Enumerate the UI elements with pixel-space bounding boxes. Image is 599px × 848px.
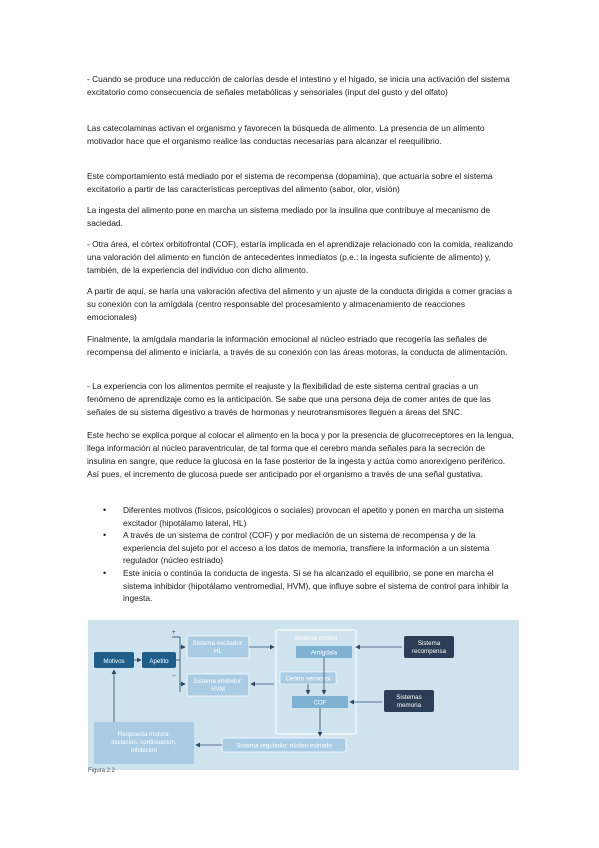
inhibidor-label-line1: Sistema inhibidor: [193, 678, 243, 685]
bullet-text: Este inicia o continúa la conducta de ingesta. Si se ha alcanzado el equilibrio, se pone en marcha el sistema inhibidor (hipotálamo ventromedial, HVM), que influye sobre el sistema de control para inhibir la ingesta. [123, 567, 509, 604]
motivos-label: Motivos [103, 658, 125, 665]
apetito-label: Apetito [149, 658, 169, 665]
figure-caption: Figura 2.2 [88, 768, 116, 774]
paragraph-2: Las catecolaminas activan el organismo y favorecen la búsqueda de alimento. La presencia de un alimento motivador hace que el organismo realice las conductas necesarias para alcanzar el reequilibrio. [87, 123, 485, 146]
bullet-icon: • [103, 567, 107, 578]
paragraph-5: - Otra área, el córtex orbitofrontal (COF), estaría implicada en el aprendizaje relacionado con la comida, realizando una valoración del alimento en función de antecedentes inmediatos (p.e.: la ingesta suficiente de alimento) y, también, de la experiencia del individuo con dicho alimento. [87, 239, 513, 275]
plus-sign: + [172, 629, 176, 636]
bullet-text: A través de un sistema de control (COF) y por mediación de un sistema de recompensa y de la experiencia del sujeto por el acceso a los datos de memoria, transfiere la información a un sistema regulador (núcleo estriado) [123, 530, 490, 566]
paragraph-9: Este hecho se explica porque al colocar el alimento en la boca y por la presencia de glucorreceptores en la lengua, llega información al núcleo paraventricular, de tal forma que el cerebro manda señales para la secreción de insulina en sangre, que reduce la glucosa en la fase posterior de la ingesta y actúa como anorexígeno periférico. Así pues, el incremento de glucosa puede ser anticipado por el organismo a través de una señal gustativa. [87, 430, 514, 479]
control-title: Sistema control [294, 635, 338, 642]
list-item [87, 567, 515, 605]
recompensa-label-line2: recompensa [411, 648, 447, 655]
respuesta-label-line1: Respuesta motora: [117, 731, 171, 738]
list-item [87, 504, 515, 529]
appetite-regulation-diagram [88, 620, 519, 770]
paragraph-3: Este comportamiento está mediado por el sistema de recompensa (dopamina), que actuaría sobre el sistema excitatorio a partir de las características perceptivas del alimento (sabor, olor, visión) [87, 171, 493, 194]
cof-label: COF [313, 699, 327, 707]
amigdala-label: Amígdala [310, 649, 338, 657]
memoria-label-line1: Sistemas [396, 694, 422, 701]
bullet-list [87, 504, 515, 605]
excitador-label-line1: Sistema excitador: [192, 640, 244, 647]
minus-sign: − [172, 673, 176, 680]
bullet-icon: • [103, 530, 107, 541]
paragraph-1: - Cuando se produce una reducción de calorías desde el intestino y el hígado, se inicia una activación del sistema excitatorio como consecuencia de señales metabólicas y sensoriales (input del gusto y del olfato) [87, 74, 510, 97]
recompensa-label-line1: Sistema [417, 640, 441, 647]
paragraph-8: - La experiencia con los alimentos permite el reajuste y la flexibilidad de este sistema central gracias a un fenómeno de aprendizaje como es la anticipación. Se sabe que una persona deja de comer antes de que las señales de su sistema digestivo a través de hormonas y neurotransmisores lleguen a áreas del SNC. [87, 381, 491, 417]
paragraph-6: A partir de aquí, se haría una valoración afectiva del alimento y un ajuste de la conducta dirigida a comer gracias a su conexión con la amígdala (centro responsable del procesamiento y almacenamiento de reacciones emocionales) [87, 286, 513, 322]
regulador-label: Sistema regulador: núcleo estriado [236, 742, 332, 750]
respuesta-label-line2: iniciación, continuación, [111, 739, 177, 746]
respuesta-label-line3: inhibición [131, 747, 157, 754]
memoria-label-line2: memoria [396, 702, 422, 709]
excitador-label-line2: HL [214, 648, 222, 655]
centro-sensorial-label: Centro sensorial [285, 675, 331, 683]
paragraph-7: Finalmente, la amígdala mandaría la información emocional al núcleo estriado que recogería las señales de recompensa del alimento e iniciaría, a través de su conexión con las áreas motoras, la conducta de alimentación. [87, 334, 508, 357]
inhibidor-label-line2: HVM [211, 686, 225, 693]
list-item [87, 529, 515, 567]
paragraph-4: La ingesta del alimento pone en marcha un sistema mediado por la insulina que contribuye al mecanismo de saciedad. [87, 205, 491, 228]
bullet-icon: • [103, 505, 107, 515]
bullet-text: Diferentes motivos (físicos, psicológicos o sociales) provocan el apetito y ponen en marcha un sistema excitador (hipotálamo lateral, HL) [123, 505, 504, 528]
